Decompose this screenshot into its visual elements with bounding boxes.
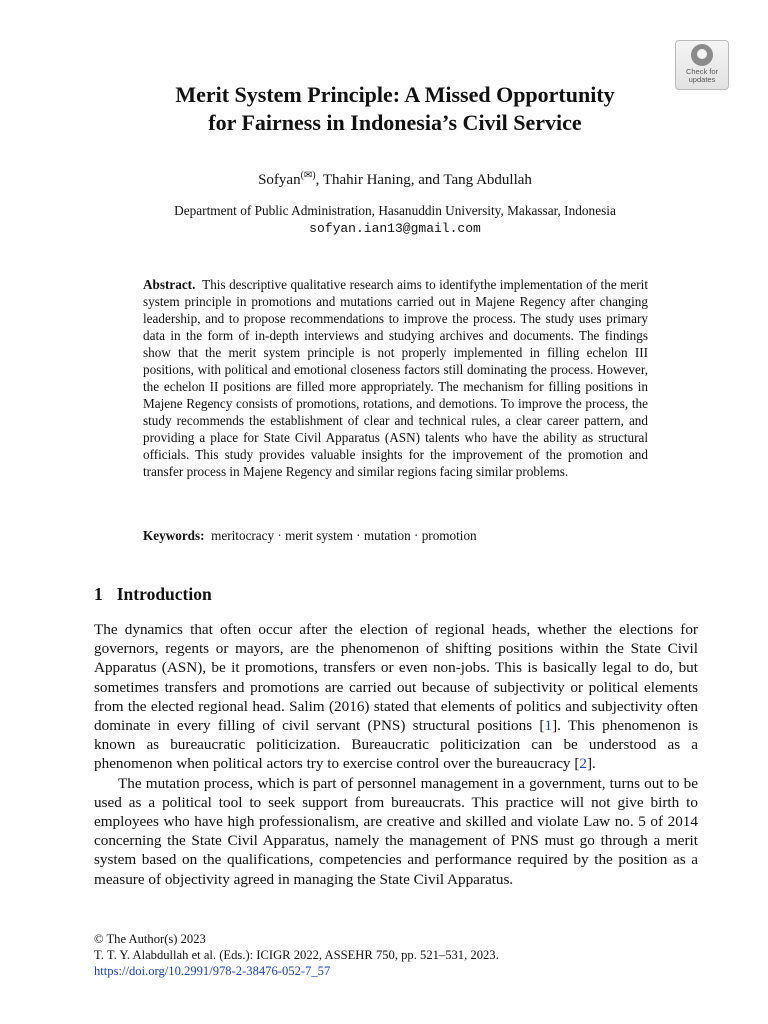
abstract-text: This descriptive qualitative research aims to identifythe implementation of the merit system principle in promotions and mutations carried out in Majene Regency after changing leadership, and to propose recommendations to improve the process. The study uses primary data in the form of in-depth interviews and studying archives and documents. The findings show that the merit system principle is not properly implemented in filling echelon III positions, with political and emotional closeness factors still dominating the process. However, the echelon II positions are filled more appropriately. The mechanism for filling positions in Majene Regency consists of promotions, rotations, and demotions. To improve the process, the study recommends the establishment of clear and technical rules, a clear career pattern, and providing a place for State Civil Apparatus (ASN) talents who have the ability as structural officials. This study provides valuable insights for the improvement of the promotion and transfer process in Majene Regency and similar regions facing similar problems. bbox=[143, 277, 649, 479]
paragraph-1-part-a: The dynamics that often occur after the election of regional heads, whether the elections for governors, regents or mayors, are the phenomenon of shifting positions within the State Civil Apparatus (ASN), be it promotions, transfers or even non-jobs. This is basically legal to do, but sometimes transfers and promotions are carried out because of subjectivity or political elements from the elected regional head. Salim (2016) stated that elements of politics and subjectivity often dominate in every filling of civil servant (PNS) structural positions [ bbox=[94, 621, 698, 735]
citation: T. T. Y. Alabdullah et al. (Eds.): ICIGR 2022, ASSEHR 750, pp. 521–531, 2023. bbox=[94, 948, 499, 962]
badge-line2: updates bbox=[688, 75, 716, 84]
section-title: Introduction bbox=[116, 584, 212, 604]
citation-link-2[interactable]: 2 bbox=[579, 755, 587, 773]
abstract-label: Abstract. bbox=[143, 277, 196, 292]
footer bbox=[94, 931, 499, 979]
title-line2: for Fairness in Indonesia’s Civil Service bbox=[208, 110, 582, 135]
affiliation: Department of Public Administration, Hasanuddin University, Makassar, Indonesia bbox=[174, 203, 616, 218]
keywords-label: Keywords: bbox=[143, 528, 205, 543]
paper-title bbox=[60, 81, 730, 137]
citation-link-1[interactable]: 1 bbox=[544, 717, 553, 735]
corresponding-mail-icon: (✉) bbox=[300, 170, 316, 181]
paragraph-1-part-c: ]. bbox=[586, 755, 596, 773]
paragraph-1-part-b: ]. This phenomenon is known as bureaucratic politicization. Bureaucratic politicization can be understood as a phenomenon when political actors try to exercise control over the bureaucracy [ bbox=[94, 717, 698, 773]
abstract bbox=[143, 276, 648, 480]
paragraph-2: The mutation process, which is part of personnel management in a government, turns out to be used as a political tool to seek support from bureaucrats. This practice will not give birth to employees who have high professionalism, are creative and skilled and violate Law no. 5 of 2014 concerning the State Civil Apparatus, namely the management of PNS must go through a merit system based on the qualifications, competencies and performance required by the position as a measure of objectivity agreed in managing the State Civil Apparatus. bbox=[94, 774, 698, 888]
check-updates-icon bbox=[691, 44, 713, 66]
author-list bbox=[60, 170, 730, 189]
keywords bbox=[143, 528, 648, 544]
doi-link[interactable]: https://doi.org/10.2991/978-2-38476-052-7_57 bbox=[94, 964, 331, 978]
section-number: 1 bbox=[94, 584, 103, 604]
body-text bbox=[94, 620, 698, 889]
keywords-text: meritocracy · merit system · mutation · promotion bbox=[211, 528, 477, 543]
author-email[interactable]: sofyan.ian13@gmail.com bbox=[309, 221, 481, 236]
badge-line1: Check for bbox=[685, 67, 719, 76]
other-authors: , Thahir Haning, and Tang Abdullah bbox=[315, 172, 532, 188]
section-heading bbox=[94, 584, 212, 605]
first-author: Sofyan bbox=[258, 172, 301, 188]
paragraph-1 bbox=[94, 620, 698, 774]
copyright: © The Author(s) 2023 bbox=[94, 932, 206, 946]
title-line1: Merit System Principle: A Missed Opportunity bbox=[175, 82, 615, 107]
